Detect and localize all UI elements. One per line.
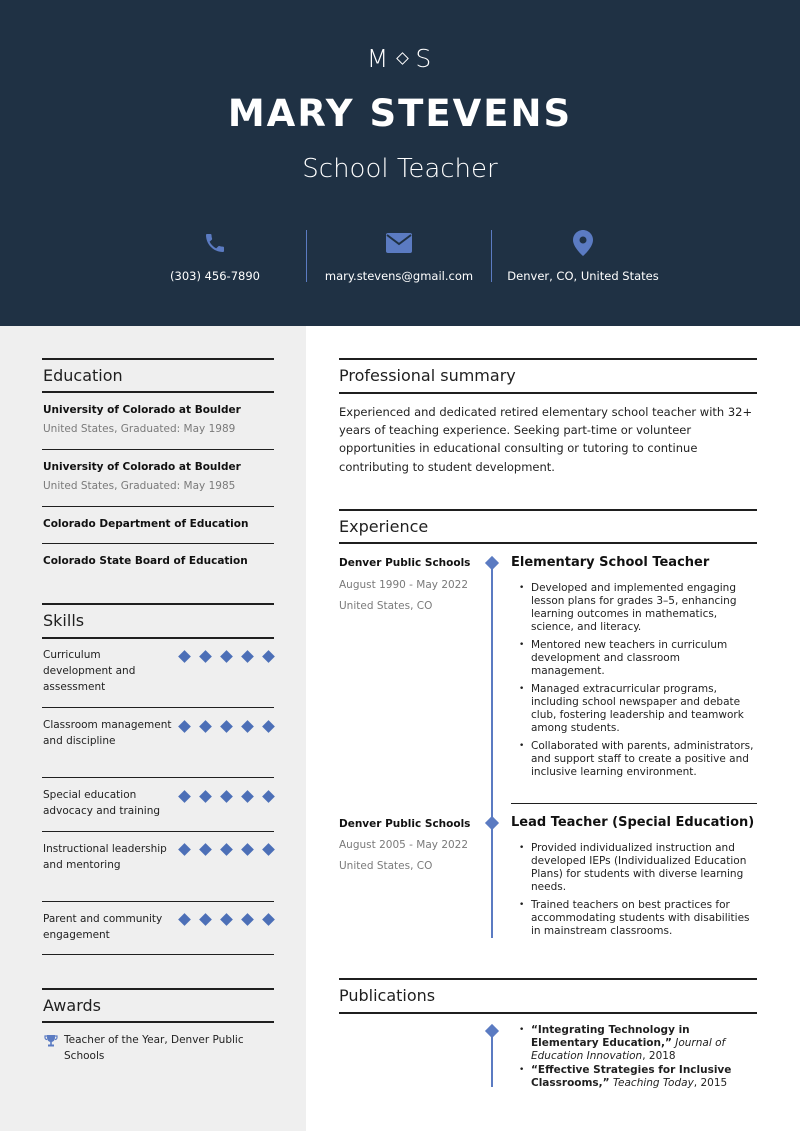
education-detail: United States, Graduated: May 1985	[43, 480, 236, 492]
divider	[42, 707, 274, 708]
experience-bullet: • Mentored new teachers in curriculum development and classroom management.	[519, 639, 754, 678]
section-rule	[42, 358, 274, 360]
monogram-diamond-icon	[396, 52, 409, 65]
publication-journal: Journal of Education Innovation	[531, 1037, 726, 1062]
rating-diamond-icon	[241, 650, 254, 663]
experience-bullet: • Collaborated with parents, administrators, and support staff to create a positive and inclusive learning environment.	[519, 740, 754, 779]
rating-diamond-icon	[178, 843, 191, 856]
contact-location	[492, 230, 674, 283]
rating-diamond-icon	[199, 790, 212, 803]
timeline-diamond-icon	[485, 556, 499, 570]
experience-timeline	[491, 563, 493, 938]
experience-role: Elementary School Teacher	[511, 555, 710, 570]
section-rule	[42, 603, 274, 605]
education-school: University of Colorado at Boulder	[43, 404, 241, 416]
contact-email	[308, 230, 490, 283]
rating-diamond-icon	[262, 650, 275, 663]
section-rule	[42, 1021, 274, 1023]
rating-diamond-icon	[178, 913, 191, 926]
section-rule	[42, 988, 274, 990]
candidate-name: MARY STEVENS	[227, 92, 573, 135]
skill-rating	[178, 843, 275, 856]
rating-diamond-icon	[241, 720, 254, 733]
monogram	[0, 44, 800, 73]
experience-org: Denver Public Schools	[339, 818, 471, 830]
section-rule	[339, 392, 757, 394]
phone-icon	[140, 230, 290, 256]
experience-location: United States, CO	[339, 860, 433, 872]
contact-phone	[140, 230, 290, 283]
email-text: mary.stevens@gmail.com	[324, 269, 474, 283]
rating-diamond-icon	[220, 790, 233, 803]
publication-item	[519, 1064, 754, 1090]
summary-text: Experienced and dedicated retired elementary school teacher with 32+ years of teaching experience. Seeking part-time or volunteer opportunities in educational consulting or tutoring to continue contributing to student development.	[339, 405, 753, 474]
divider	[42, 543, 274, 544]
monogram-right: S	[415, 44, 434, 73]
skills-title: Skills	[43, 611, 85, 630]
timeline-diamond-icon	[485, 1024, 499, 1038]
rating-diamond-icon	[178, 650, 191, 663]
section-rule	[339, 978, 757, 980]
rating-diamond-icon	[262, 913, 275, 926]
section-rule	[339, 358, 757, 360]
rating-diamond-icon	[178, 790, 191, 803]
skill-rating	[178, 720, 275, 733]
divider	[42, 506, 274, 507]
publication-title: “Integrating Technology in Elementary Education,”	[531, 1024, 690, 1049]
trophy-icon	[44, 1034, 58, 1053]
experience-bullet: • Managed extracurricular programs, including school newspaper and debate club, fostering leadership and teamwork among students.	[519, 683, 754, 735]
rating-diamond-icon	[241, 913, 254, 926]
rating-diamond-icon	[241, 843, 254, 856]
skill-name: Parent and community engagement	[43, 913, 163, 941]
location-text: Denver, CO, United States	[507, 269, 659, 283]
skill-rating	[178, 650, 275, 663]
monogram-left: M	[366, 44, 391, 73]
map-pin-icon	[492, 230, 674, 256]
experience-dates: August 1990 - May 2022	[339, 579, 469, 591]
rating-diamond-icon	[262, 790, 275, 803]
education-school: Colorado State Board of Education	[43, 555, 248, 567]
experience-dates: August 2005 - May 2022	[339, 839, 469, 851]
awards-title: Awards	[43, 996, 101, 1015]
award-text: Teacher of the Year, Denver Public Schools	[64, 1034, 244, 1062]
rating-diamond-icon	[262, 720, 275, 733]
publication-journal: Teaching Today	[612, 1077, 694, 1089]
skill-name: Curriculum development and assessment	[43, 649, 136, 693]
rating-diamond-icon	[220, 843, 233, 856]
section-rule	[339, 542, 757, 544]
divider	[42, 831, 274, 832]
divider	[42, 954, 274, 955]
summary-title: Professional summary	[339, 366, 516, 385]
experience-bullets	[519, 582, 754, 784]
education-title: Education	[43, 366, 123, 385]
divider	[511, 803, 757, 804]
section-rule	[339, 509, 757, 511]
rating-diamond-icon	[220, 913, 233, 926]
skill-rating	[178, 913, 275, 926]
publication-item	[519, 1024, 754, 1063]
envelope-icon	[308, 230, 490, 256]
skill-name: Classroom management and discipline	[43, 719, 172, 747]
publications-title: Publications	[339, 986, 436, 1005]
education-detail: United States, Graduated: May 1989	[43, 423, 236, 435]
skill-rating	[178, 790, 275, 803]
rating-diamond-icon	[178, 720, 191, 733]
experience-role: Lead Teacher (Special Education)	[511, 815, 755, 830]
section-rule	[42, 391, 274, 393]
experience-bullet: • Trained teachers on best practices for accommodating students with disabilities in mainstream classrooms.	[519, 899, 754, 938]
divider	[42, 449, 274, 450]
resume-header	[0, 0, 800, 326]
rating-diamond-icon	[220, 720, 233, 733]
publication-title: “Effective Strategies for Inclusive Classrooms,”	[531, 1064, 732, 1089]
publication-year: , 2015	[693, 1077, 728, 1089]
education-school: Colorado Department of Education	[43, 518, 249, 530]
skill-name: Instructional leadership and mentoring	[43, 843, 167, 871]
experience-bullet: • Provided individualized instruction and developed IEPs (Individualized Education Plans) for students with diverse learning needs.	[519, 842, 754, 894]
section-rule	[42, 637, 274, 639]
rating-diamond-icon	[199, 650, 212, 663]
candidate-role: School Teacher	[302, 154, 498, 184]
education-school: University of Colorado at Boulder	[43, 461, 241, 473]
experience-org: Denver Public Schools	[339, 557, 471, 569]
skill-name: Special education advocacy and training	[43, 789, 161, 817]
experience-bullet: • Developed and implemented engaging lesson plans for grades 3–5, enhancing learning outcomes in mathematics, science, and literacy.	[519, 582, 754, 634]
divider	[42, 777, 274, 778]
timeline-diamond-icon	[485, 816, 499, 830]
sidebar	[0, 326, 306, 1131]
phone-text: (303) 456-7890	[170, 269, 260, 283]
rating-diamond-icon	[220, 650, 233, 663]
experience-title: Experience	[339, 517, 429, 536]
rating-diamond-icon	[262, 843, 275, 856]
rating-diamond-icon	[241, 790, 254, 803]
rating-diamond-icon	[199, 843, 212, 856]
publication-year: , 2018	[642, 1050, 676, 1062]
rating-diamond-icon	[199, 913, 212, 926]
rating-diamond-icon	[199, 720, 212, 733]
contact-divider	[306, 230, 307, 282]
divider	[42, 901, 274, 902]
section-rule	[339, 1012, 757, 1014]
experience-bullets	[519, 842, 754, 943]
publication-list	[519, 1024, 754, 1095]
experience-location: United States, CO	[339, 600, 433, 612]
